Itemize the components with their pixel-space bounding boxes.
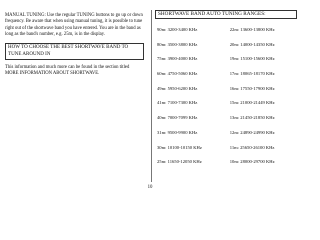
more-info-paragraph: This information and much more can be found in the section titled MORE INFORMATION ABOUT SHORTWAVE.: [5, 65, 130, 77]
band-cell: 13m: 21450-21850 KHz: [229, 115, 275, 121]
page-number: 10: [147, 185, 153, 190]
band-cell: 41m: 7100-7300 KHz: [157, 100, 198, 106]
band-ranges-table: [155, 27, 297, 174]
band-ranges-title: SHORTWAVE BAND AUTO TUNING RANGES:: [155, 10, 297, 19]
band-cell: 30m: 10100-10150 KHz: [157, 144, 202, 150]
band-cell: 10m: 28000-29700 KHz: [229, 159, 275, 165]
band-cell: 40m: 7000-7099 KHz: [157, 115, 198, 121]
band-cell: 90m: 3200-3400 KHz: [157, 27, 198, 32]
right-column: [155, 10, 297, 174]
table-row: [155, 145, 297, 160]
band-cell: 31m: 9500-9900 KHz: [157, 129, 198, 135]
band-cell: 16m: 17550-17900 KHz: [229, 85, 275, 91]
band-cell: 17m: 18065-18170 KHz: [229, 71, 275, 77]
band-cell: 49m: 5950-6200 KHz: [157, 85, 198, 91]
table-row: [155, 71, 297, 86]
band-cell: 20m: 14000-14350 KHz: [229, 41, 275, 47]
band-cell: 22m: 13600-13800 KHz: [229, 27, 275, 32]
table-row: [155, 56, 297, 71]
column-divider: [151, 10, 152, 182]
band-cell: 75m: 3900-4000 KHz: [157, 56, 198, 62]
band-cell: 12m: 24890-24990 KHz: [229, 129, 275, 135]
best-band-heading: HOW TO CHOOSE THE BEST SHORTWAVE BAND TO TUNE AROUND IN: [5, 43, 144, 60]
band-cell: 15m: 21000-21449 KHz: [229, 100, 275, 106]
table-row: [155, 115, 297, 130]
table-row: [155, 159, 297, 174]
table-row: [155, 27, 297, 42]
band-cell: 60m: 4750-5060 KHz: [157, 71, 198, 77]
band-cell: 80m: 3500-3800 KHz: [157, 41, 198, 47]
table-row: [155, 100, 297, 115]
manual-tuning-paragraph: MANUAL TUNING: Use the regular TUNING buttons to go up or down frequency. Be aware that when using manual tuning, it is possible to tune right out of the shortwave band you have entered. You are in the band as long as the band's number, e.g. 25m, is in the display.: [5, 13, 143, 37]
band-cell: 25m: 11650-12050 KHz: [157, 159, 202, 165]
table-row: [155, 42, 297, 57]
table-row: [155, 130, 297, 145]
left-column: [5, 13, 144, 78]
table-row: [155, 86, 297, 101]
band-cell: 11m: 25650-26100 KHz: [229, 144, 275, 150]
band-cell: 19m: 15100-15600 KHz: [229, 56, 275, 62]
